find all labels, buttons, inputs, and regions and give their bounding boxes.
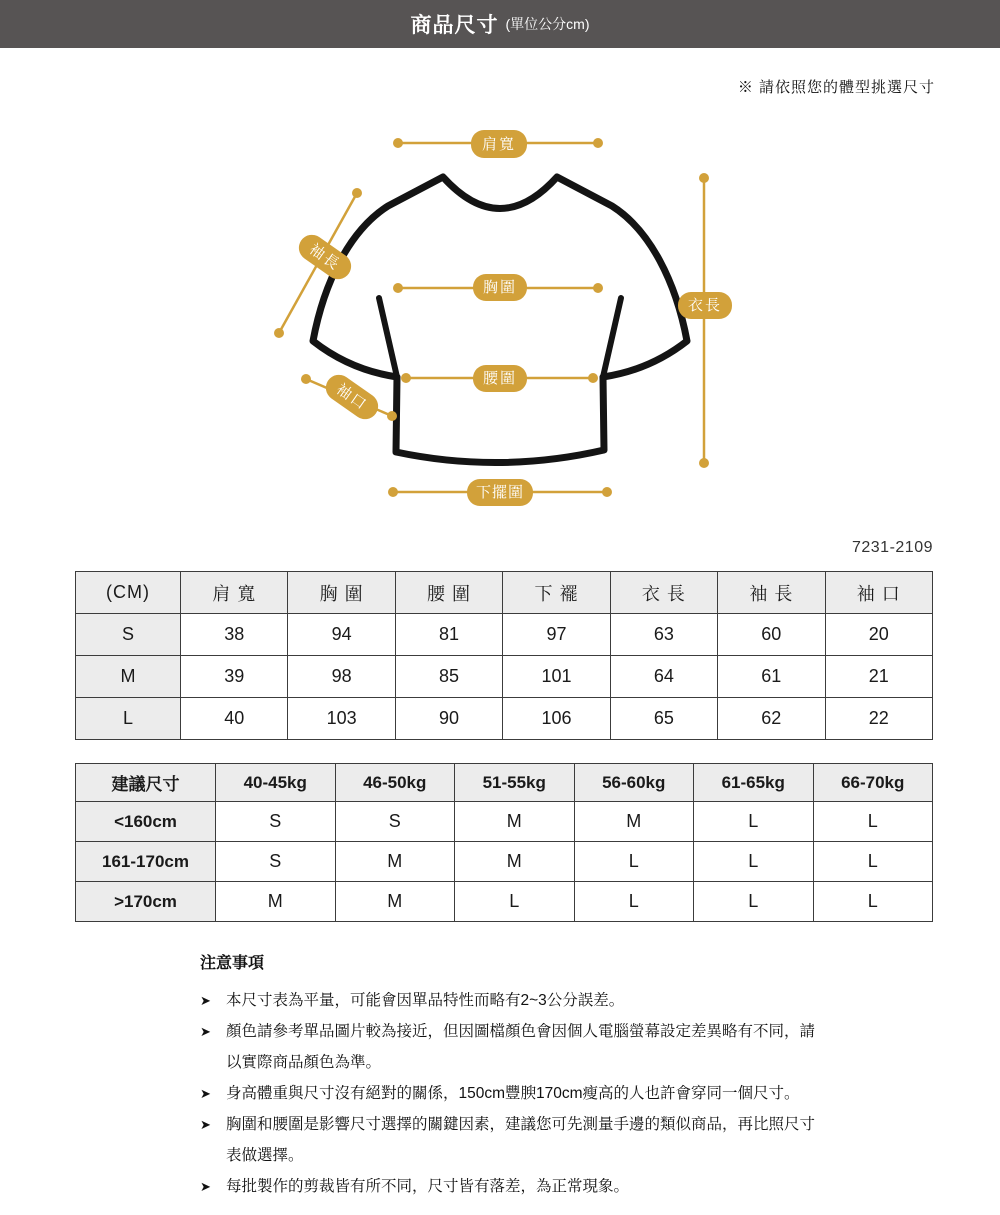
label-hem: 下擺圍 xyxy=(467,479,533,506)
table-cell: L xyxy=(813,802,933,842)
size-table-header-row xyxy=(76,572,933,614)
table-cell: L xyxy=(574,842,694,882)
column-header: 56-60kg xyxy=(574,764,694,802)
note-text: 每批製作的剪裁皆有所不同，尺寸皆有落差，為正常現象。 xyxy=(226,1178,630,1195)
table-cell: S xyxy=(216,802,336,842)
column-header: 61-65kg xyxy=(694,764,814,802)
table-cell: S xyxy=(216,842,336,882)
notes-title: 注意事項 xyxy=(200,955,265,972)
fit-advice-note: ※ 請依照您的體型挑選尺寸 xyxy=(737,79,935,96)
page-title-unit: (單位公分cm) xyxy=(505,16,590,32)
table-cell: M xyxy=(335,842,455,882)
table-cell: 64 xyxy=(610,656,717,698)
note-text: 本尺寸表為平量，可能會因單品特性而略有2~3公分誤差。 xyxy=(226,992,625,1009)
column-header: (CM) xyxy=(76,572,181,614)
table-cell: L xyxy=(694,802,814,842)
table-cell: 90 xyxy=(395,698,502,740)
row-label: L xyxy=(76,698,181,740)
table-cell: 85 xyxy=(395,656,502,698)
row-label: <160cm xyxy=(76,802,216,842)
note-text: 胸圍和腰圍是影響尺寸選擇的關鍵因素，建議您可先測量手邊的類似商品，再比照尺寸表做選擇。 xyxy=(226,1116,816,1164)
notes-section xyxy=(200,948,900,1202)
table-cell: 98 xyxy=(288,656,395,698)
table-cell: 62 xyxy=(718,698,825,740)
table-cell: 61 xyxy=(718,656,825,698)
table-cell: L xyxy=(694,842,814,882)
table-cell: L xyxy=(813,842,933,882)
table-cell: 94 xyxy=(288,614,395,656)
column-header: 66-70kg xyxy=(813,764,933,802)
column-header: 40-45kg xyxy=(216,764,336,802)
label-shoulder-width: 肩寬 xyxy=(471,130,527,158)
note-text: 身高體重與尺寸沒有絕對的關係，150cm豐腴170cm瘦高的人也許會穿同一個尺寸。 xyxy=(226,1085,800,1102)
table-cell: 65 xyxy=(610,698,717,740)
table-cell: S xyxy=(335,802,455,842)
column-header: 袖 長 xyxy=(718,572,825,614)
table-cell: 97 xyxy=(503,614,610,656)
column-header: 袖 口 xyxy=(825,572,932,614)
label-sleeve-length: 袖長 xyxy=(294,230,356,285)
suggested-size-table xyxy=(75,763,933,922)
bullet-arrow-icon: ➤ xyxy=(200,1024,211,1039)
column-header: 胸 圍 xyxy=(288,572,395,614)
table-cell: L xyxy=(694,882,814,922)
table-cell: 81 xyxy=(395,614,502,656)
measure-line-garment-length xyxy=(699,173,709,468)
suggest-table-header-row xyxy=(76,764,933,802)
note-item xyxy=(200,985,900,1016)
size-table xyxy=(75,571,933,740)
note-item xyxy=(200,1171,900,1202)
table-cell: 20 xyxy=(825,614,932,656)
column-header: 衣 長 xyxy=(610,572,717,614)
label-garment-length: 衣長 xyxy=(678,292,732,319)
product-code: 7231-2109 xyxy=(851,539,933,556)
bullet-arrow-icon: ➤ xyxy=(200,993,211,1008)
table-cell: 101 xyxy=(503,656,610,698)
row-label: 161-170cm xyxy=(76,842,216,882)
table-cell: 38 xyxy=(181,614,288,656)
table-cell: M xyxy=(335,882,455,922)
page-title: 商品尺寸 xyxy=(410,14,499,37)
table-cell: 60 xyxy=(718,614,825,656)
table-cell: M xyxy=(455,842,575,882)
note-item xyxy=(200,1109,900,1171)
note-text: 顏色請參考單品圖片較為接近，但因圖檔顏色會因個人電腦螢幕設定差異略有不同，請以實際商品顏色為準。 xyxy=(226,1023,816,1071)
table-cell: 22 xyxy=(825,698,932,740)
bullet-arrow-icon: ➤ xyxy=(200,1117,211,1132)
label-cuff: 袖口 xyxy=(321,370,383,425)
table-row xyxy=(76,802,933,842)
column-header: 建議尺寸 xyxy=(76,764,216,802)
table-cell: L xyxy=(574,882,694,922)
table-row xyxy=(76,614,933,656)
label-waist: 腰圍 xyxy=(473,365,527,392)
row-label: >170cm xyxy=(76,882,216,922)
row-label: M xyxy=(76,656,181,698)
column-header: 51-55kg xyxy=(455,764,575,802)
table-cell: 40 xyxy=(181,698,288,740)
table-cell: M xyxy=(574,802,694,842)
table-cell: M xyxy=(216,882,336,922)
column-header: 肩 寬 xyxy=(181,572,288,614)
bullet-arrow-icon: ➤ xyxy=(200,1086,211,1101)
table-row xyxy=(76,842,933,882)
column-header: 46-50kg xyxy=(335,764,455,802)
table-cell: 106 xyxy=(503,698,610,740)
shirt-outline xyxy=(313,177,687,463)
label-chest: 胸圍 xyxy=(473,274,527,301)
table-row xyxy=(76,882,933,922)
table-cell: 103 xyxy=(288,698,395,740)
row-label: S xyxy=(76,614,181,656)
bullet-arrow-icon: ➤ xyxy=(200,1179,211,1194)
table-row xyxy=(76,656,933,698)
table-cell: 21 xyxy=(825,656,932,698)
table-cell: L xyxy=(455,882,575,922)
table-cell: 39 xyxy=(181,656,288,698)
table-cell: 63 xyxy=(610,614,717,656)
table-cell: L xyxy=(813,882,933,922)
note-item xyxy=(200,1016,900,1078)
table-cell: M xyxy=(455,802,575,842)
table-row xyxy=(76,698,933,740)
column-header: 下 襬 xyxy=(503,572,610,614)
column-header: 腰 圍 xyxy=(395,572,502,614)
note-item xyxy=(200,1078,900,1109)
